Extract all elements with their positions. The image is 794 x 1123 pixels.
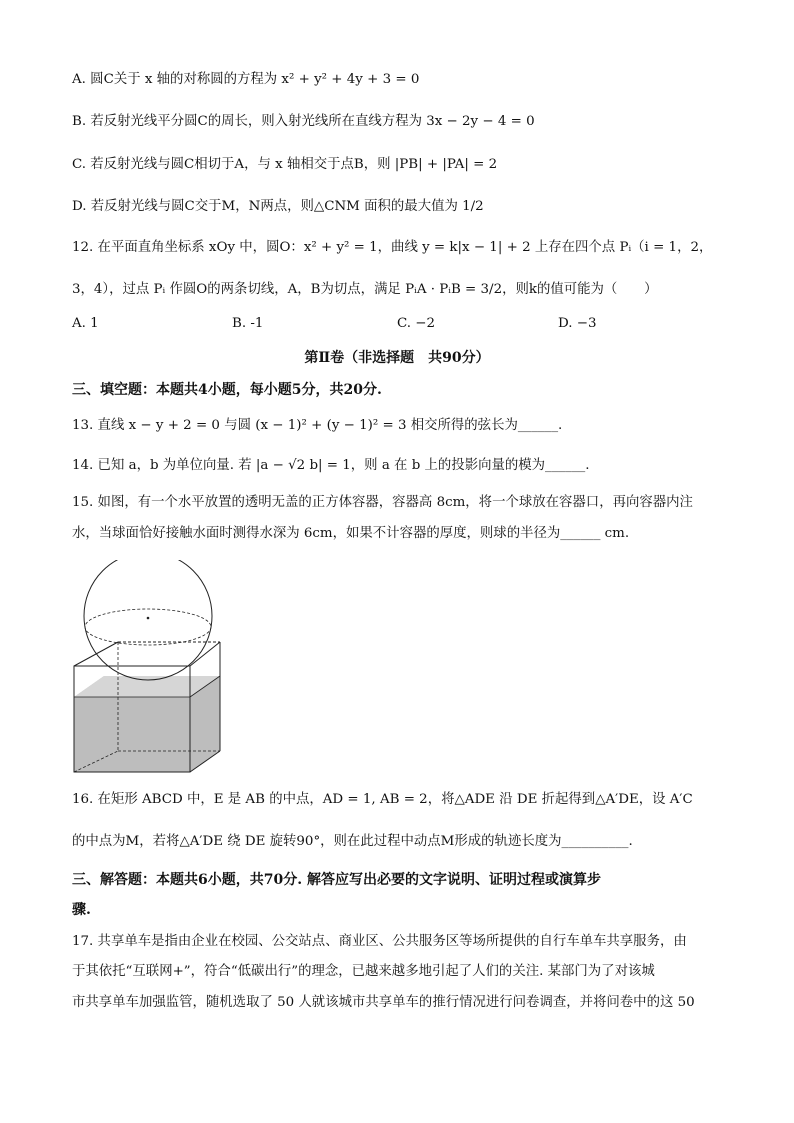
question-14: 14. 已知 a，b 为单位向量. 若 |a − √2 b| = 1，则 a 在 b 上的投影向量的模为______. [72,458,590,473]
question-17-line3: 市共享单车加强监管，随机选取了 50 人就该城市共享单车的推行情况进行问卷调查，并将问卷中的这 50 [72,995,695,1010]
cube-sphere-figure [70,560,230,780]
question-12-line1: 12. 在平面直角坐标系 xOy 中，圆O：x² + y² = 1，曲线 y = k|x − 1| + 2 上存在四个点 Pᵢ（i = 1，2， [72,240,713,255]
option-d: D. 若反射光线与圆C交于M，N两点，则△CNM 面积的最大值为 1/2 [72,199,484,214]
q12-option-c: C. −2 [397,316,436,331]
option-a: A. 圆C关于 x 轴的对称圆的方程为 x² + y² + 4y + 3 = 0 [72,72,420,87]
question-16-line2: 的中点为M，若将△A′DE 绕 DE 旋转90°，则在此过程中动点M形成的轨迹长度为__________. [72,834,633,849]
sphere-center [147,617,150,620]
question-16-line1: 16. 在矩形 ABCD 中，E 是 AB 的中点，AD = 1, AB = 2，将△ADE 沿 DE 折起得到△A′DE，设 A′C [72,792,693,807]
question-17-line2: 于其依托“互联网+”，符合“低碳出行”的理念，已越来越多地引起了人们的关注. 某部门为了对该城 [72,964,655,979]
question-17-line1: 17. 共享单车是指由企业在校园、公交站点、商业区、公共服务区等场所提供的自行车单车共享服务，由 [72,934,687,949]
q12-option-a: A. 1 [72,316,99,331]
solve-heading-line1: 三、解答题：本题共6小题，共70分. 解答应写出必要的文字说明、证明过程或演算步 [72,872,601,888]
question-12-line2: 3，4），过点 Pᵢ 作圆O的两条切线，A，B为切点，满足 PᵢA · PᵢB = 3/2，则k的值可能为（ ） [72,282,658,297]
solve-heading-line2: 骤. [72,902,91,918]
option-c: C. 若反射光线与圆C相切于A，与 x 轴相交于点B，则 |PB| + |PA| = 2 [72,157,498,172]
question-15-line1: 15. 如图，有一个水平放置的透明无盖的正方体容器，容器高 8cm，将一个球放在容器口，再向容器内注 [72,495,693,510]
fill-in-heading: 三、填空题：本题共4小题，每小题5分，共20分. [72,382,382,398]
q12-option-b: B. -1 [232,316,264,331]
question-15-line2: 水，当球面恰好接触水面时测得水深为 6cm，如果不计容器的厚度，则球的半径为______ cm. [72,526,630,541]
sphere [84,560,212,680]
q12-option-d: D. −3 [558,316,597,331]
sphere-equator [85,609,211,645]
option-b: B. 若反射光线平分圆C的周长，则入射光线所在直线方程为 3x − 2y − 4 = 0 [72,114,535,129]
section-2-title: 第Ⅱ卷（非选择题 共90分） [304,350,490,366]
question-13: 13. 直线 x − y + 2 = 0 与圆 (x − 1)² + (y − 1)² = 3 相交所得的弦长为______. [72,418,563,433]
